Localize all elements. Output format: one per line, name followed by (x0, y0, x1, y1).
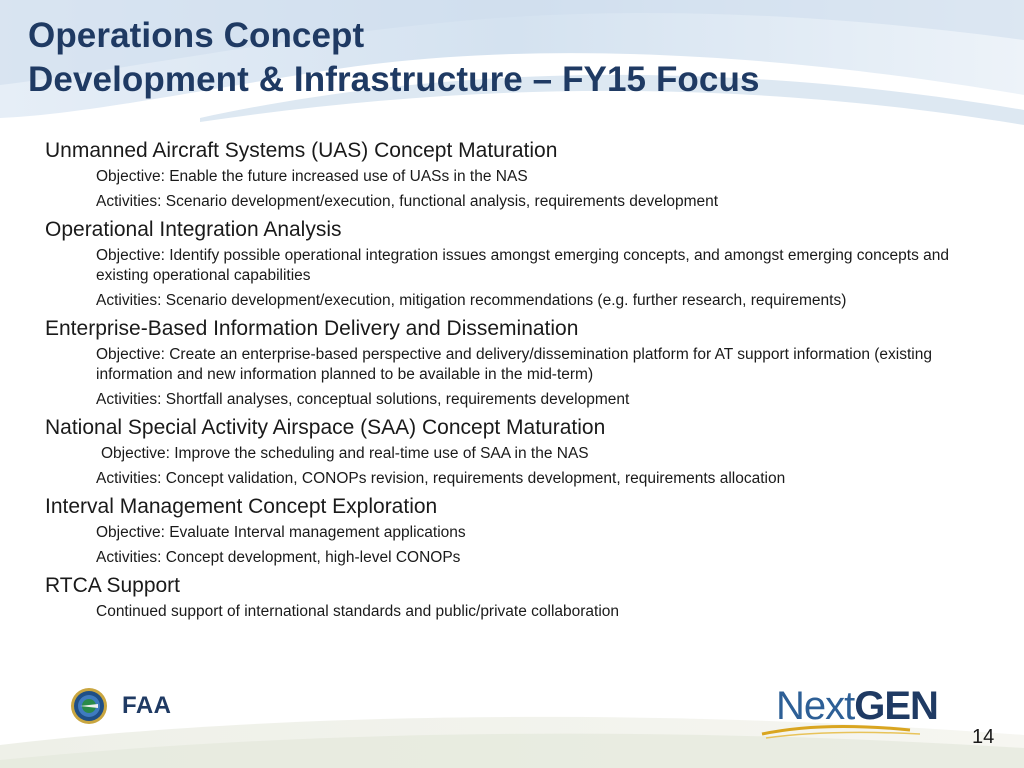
topic-saa (45, 415, 985, 489)
topic-detail: Continued support of international standards and public/private collaboration (96, 603, 620, 620)
topic-objective: Objective: Create an enterprise-based perspective and delivery/dissemination platform for AT support information (existing information and new information planned to be available in the mid-term) (96, 346, 932, 383)
nextgen-wordmark (776, 684, 938, 728)
slide-content (45, 138, 985, 627)
faa-label: FAA (122, 692, 172, 719)
faa-seal-icon (70, 687, 108, 725)
topic-heading: Unmanned Aircraft Systems (UAS) Concept Maturation (45, 139, 558, 162)
topic-activities: Activities: Scenario development/execution, functional analysis, requirements development (96, 193, 719, 210)
topic-heading: Operational Integration Analysis (45, 218, 342, 241)
topic-operational-integration (45, 217, 985, 311)
slide-footer (0, 670, 1024, 768)
topic-activities: Activities: Shortfall analyses, conceptual solutions, requirements development (96, 391, 630, 408)
nextgen-gen: GEN (854, 684, 938, 728)
title-line-2: Development & Infrastructure – FY15 Focus (28, 60, 760, 99)
topic-heading: Interval Management Concept Exploration (45, 495, 438, 518)
faa-logo (70, 687, 172, 725)
page-number: 14 (972, 726, 995, 748)
topic-objective: Objective: Identify possible operational integration issues amongst emerging concepts, and amongst emerging concepts and existing operational capabilities (96, 247, 949, 284)
topic-uas (45, 138, 985, 212)
topic-interval-management (45, 494, 985, 568)
slide-title (28, 14, 760, 102)
topic-heading: Enterprise-Based Information Delivery and Dissemination (45, 317, 579, 340)
topic-heading: National Special Activity Airspace (SAA) Concept Maturation (45, 416, 606, 439)
topic-activities: Activities: Scenario development/execution, mitigation recommendations (e.g. further research, requirements) (96, 292, 847, 309)
nextgen-logo (760, 680, 960, 740)
topic-objective: Objective: Enable the future increased use of UASs in the NAS (96, 168, 528, 185)
title-line-1: Operations Concept (28, 16, 365, 55)
topic-activities: Activities: Concept validation, CONOPs revision, requirements development, requirements allocation (96, 470, 786, 487)
nextgen-next: Next (776, 684, 855, 728)
topic-enterprise-info (45, 316, 985, 410)
topic-activities: Activities: Concept development, high-level CONOPs (96, 549, 461, 566)
topic-heading: RTCA Support (45, 574, 181, 597)
topic-rtca (45, 573, 985, 622)
topic-objective: Objective: Evaluate Interval management applications (96, 524, 466, 541)
topic-objective: Objective: Improve the scheduling and real-time use of SAA in the NAS (101, 445, 589, 462)
